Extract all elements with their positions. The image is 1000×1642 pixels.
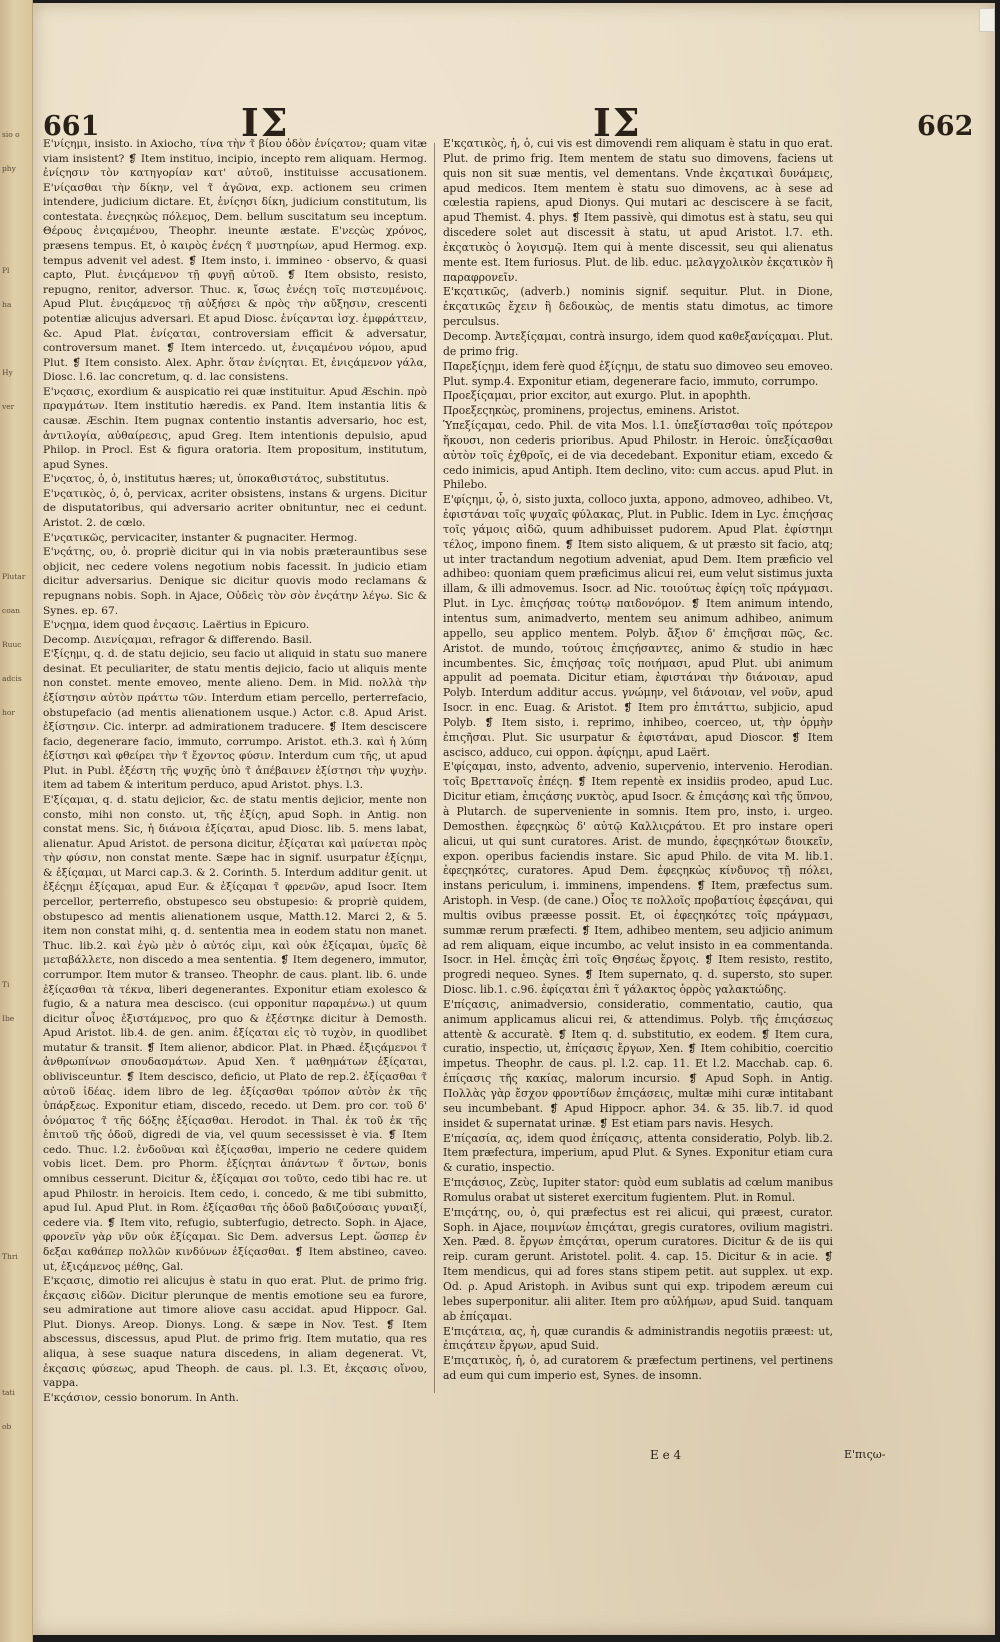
adjacent-page-text-fragment: hor <box>2 708 15 717</box>
dictionary-entry: E'νςάτης, ου, ὁ. propriè dicitur qui in via nobis præterauntibus sese objicit, nec cedere volens negotium nobis facessit. In judicio etiam dicitur adversarius. Denique sic dicitur quovis modo reclamans & repugnans nobis. Soph. in Ajace, Οὐδεὶς τὸν σὸν ἐνςάτην λέγω. Sic & Synes. ep. 67. <box>43 546 427 617</box>
adjacent-page-text-fragment: adcis <box>2 674 22 683</box>
adjacent-page-text-fragment: ha <box>2 300 12 309</box>
dictionary-entry: E'νςατικὸς, ὁ, ὁ, pervicax, acriter obsistens, instans & urgens. Dicitur de disputatoribus, qui adversario acriter obnituntur, nec ei cedunt. Aristot. 2. de cœlo. <box>43 487 427 530</box>
catchword: E'πιςω- <box>844 1448 886 1461</box>
dictionary-entry: E'πιςάτεια, ας, ἡ, quæ curandis & administrandis negotiis præest: ut, ἐπιςάτειν ἔργων, apud Suid. <box>443 1324 833 1353</box>
dictionary-entry: E'πιςάτης, ου, ὁ, qui præfectus est rei alicui, qui præest, curator. Soph. in Ajace, ποιμνίων ἐπιςάται, gregis curatores, ovilium magistri. Xen. Pæd. 8. ἔργων ἐπιςάται, operum curatores. Dicitur & de iis qui reip. curam gerunt. Aristotel. polit. 4. cap. 15. Dicitur & in acie. ❡ Item mendicus, qui ad fores stans stipem petit. aut supplex. ut exp. Od. ρ. Apud Aristoph. in Avibus sunt qui exp. tripodem æreum cui lebes superponitur. alii aliter. Item pro αὐλήμων, apud Suid. tanquam ab ἐπίςαμαι. <box>443 1205 833 1323</box>
adjacent-page-edge <box>0 0 33 1642</box>
dictionary-entry: E'φίςαμαι, insto, advento, advenio, supervenio, intervenio. Herodian. τοῖς Βρεττανοῖς ἐπέςη. ❡ Item repentè ex insidiis prodeo, apud Luc. Dicitur etiam, ἐπιςάσης νυκτὸς, apud Isocr. & ἐπιςάσης καὶ τῆς ὕπνου, à Plutarch. de superveniente in somnis. Item pro, insto, i. urgeo. Demosthen. ἐφεςηκὼς δ' αὐτῷ Καλλιςράτου. Et pro instare operi alicui, ut qui sunt curatores. Arist. de mundo, ἐφεςηκότων διοικεῖν, expon. operibus faciendis instare. Sic apud Philo. de vita M. lib.1. ἐφεςηκότες, curatores. Apud Dem. ἐφεςηκὼς κίνδυνος τῇ πόλει, instans periculum, i. imminens, impendens. ❡ Item, præfectus sum. Aristoph. in Vesp. (de cane.) Οἷος τε πολλοῖς προβατίοις ἐφεςάναι, qui multis ovibus præesse possit. Et, οἱ ἐφεςηκότες τοῖς πράγμασι, summæ rerum præfecti. ❡ Item, adhibeo mentem, seu adjicio animum ad rem aliquam, eique incumbo, ac velut insisto in ea commentanda. Isocr. in Hel. ἐπιςὰς ἐπὶ τοῖς Θησέως ἔργοις. ❡ Item resisto, restito, progredi nequeo. Synes. ❡ Item supernato, q. d. supersto, sto super. Diosc. lib.1. c.96. ἐφίςαται ἐπὶ τ̃ γάλακτος ὀρρὸς γαλακτώδης. <box>443 760 833 997</box>
dictionary-entry: Προεξεςηκὼς, prominens, projectus, eminens. Aristot. <box>443 404 740 418</box>
signature-mark: E e 4 <box>650 1448 682 1462</box>
dictionary-entry: E'νςατικῶς, pervicaciter, instanter & pugnaciter. Hermog. <box>43 531 358 544</box>
dictionary-entry: E'ξίςαμαι, q. d. statu dejicior, &c. de statu mentis dejicior, mente non consto, mihi non consto. ut, τῆς ἐξίςη, apud Soph. in Antig. non constat mens. Sic, ἡ διάνοια ἐξίςαται, apud Diosc. lib. 5. mens labat, alienatur. Apud Aristot. de persona dicitur, ἐξίςαται καὶ μαίνεται πρὸς τὴν φύσιν, non constat mente. Sæpe hac in signif. usurpatur ἐξίςημι, & ἐξίςαμαι, ut Marci cap.3. & 2. Corinth. 5. Interdum additur genit. ut ἐξέςημι ἐξίςαμαι, apud Eur. & ἐξίςαμαι τ̃ φρενῶν, apud Isocr. Item percellor, perterrefio, obstupesco seu obstupesio: & propriè quidem, obstupesco ad mentis alienationem usque, Matth.12. Marci 2, & 5. item non constat mihi, q. d. sententia mea in eodem statu non manet. Thuc. lib.2. καὶ ἐγὼ μὲν ὁ αὐτός εἰμι, καὶ οὐκ ἐξίςαμαι, ὑμεῖς δὲ μεταβάλλετε, non discedo a mea sententia. ❡ Item degenero, immutor, corrumpor. Item mutor & transeo. Theophr. de caus. plant. lib. 6. unde ἐξίςασθαι τὰ τέκνα, liberi degenerantes. Exponitur etiam exolesco & fugio, & a natura mea descisco. (cui opponitur παραμένω.) ut quum dicitur οἶνος ἐξιστάμενος, pro quo & ἐξέστηκε dicitur à Demosth. Apud Aristot. lib.4. de gen. anim. ἐξίςαται εἰς τὸ τυχὸν, in quodlibet mutatur & transit. ❡ Item alienor, abdicor. Plat. in Phæd. ἐξιςάμενοι τ̃ ἀνθρωπίνων σπουδασμάτων. Apud Xen. τ̃ μαθημάτων ἐξίςαται, oblivisceuntur. ❡ Item descisco, deficio, ut Plato de rep.2. ἐξίςασθαι τ̃ αὐτοῦ ἰδέας. idem libro de leg. ἐξίςασθαι τρόπον αὐτὸν ἐκ τῆς ὑπάρξεως. Exponitur etiam, discedo, recedo. ut Dem. pro cor. τοῦ δ' ὀνόματος τ̃ τῆς δόξης ἐξίςασθαι. Herodot. in Thal. ἐκ τοῦ ἐκ τῆς ἐπιτοῦ τῆς ὁδοῦ, digredi de via, vel quum secessisset è via. ❡ Item cedo. Thuc. l.2. ἐνδοῦναι καὶ ἐξίςασθαι, imperio ne cedere quidem vobis licet. Dem. pro Phorm. ἐξίςηται ἁπάντων τ̃ ὄντων, bonis omnibus cesserunt. Dicitur &, ἐξίςαμαι σοι τοῦτο, cedo tibi hac re. ut apud Philostr. in heroicis. Item cedo, i. concedo, & me tibi submitto, apud Iul. Apud Plut. in Rom. ἐξίςασθαι τῆς ὁδοῦ βαδιζούσαις γυναιξί, cedere via. ❡ Item vito, refugio, subterfugio, detrecto. Soph. in Ajace, φρονεῖν γὰρ νῦν οὐκ ἐξίςαμαι. Sic Dem. adversus Lept. ὥσπερ ἐν δεξαι καθάπερ πολλῶν κινδύνων ἐξίςασθαι. ❡ Item abstineo, caveo. ut, ἐξιςάμενος μέθης, Gal. <box>43 794 427 1273</box>
dictionary-entry: E'κςασις, dimotio rei alicujus è statu in quo erat. Plut. de primo frig. ἐκςασις εἰδῶν. Dicitur plerunque de mentis emotione seu ea furore, seu admiratione aut timore aliove casu accidat. apud Hippocr. Gal. Plut. Dionys. Areop. Dionys. Long. & sæpe in Nov. Test. ❡ Item abscessus, discessus, apud Plut. de primo frig. Item mutatio, qua res aliqua, à sese suaque natura discedens, in aliam degenerat. Vt, ἐκςασις φύσεως, apud Theoph. de caus. pl. l.3. Et, ἐκςασις οἴνου, vappa. <box>43 1275 427 1390</box>
adjacent-page-text-fragment: sio o <box>2 130 20 139</box>
dictionary-entry: E'φίςημι, ᾧ, ὁ, sisto juxta, colloco juxta, appono, admoveo, adhibeo. Vt, ἐφιστάναι τοῖς ψυχαῖς φύλακας, Plut. in Public. Idem in Lyc. ἐπιςήσας τοῖς γάμοις αἰδῶ, quum adhibuisset pudorem. Apud Plat. ἐφίστημι τέλος, impono finem. ❡ Item sisto aliquem, & ut præsto sit facio, atq; ut inter tractandum negotium adveniat, apud Dem. Item præficio vel adhibeo: quoniam quem præficimus alicui rei, eum velut sistimus juxta illam, & illi admovemus. Isocr. ad Nic. τοιούτως ἐφίςη τοῖς πράγμασι. Plut. in Lyc. ἐπιςήσας τούτῳ παιδονόμον. ❡ Item animum intendo, intentus sum, animadverto, mentem seu animum adhibeo, animum appello, seu applico mentem. Polyb. ἄξιον δ' ἐπιςῆσαι πῶς, &c. Aristot. de mundo, τούτοις ἐπιςήσαντες, animo & studio in hæc incumbentes. Sic, ἐπιςήσας τοῖς ποιήμασι, apud Plut. ubi animum appulit ad poemata. Dicitur etiam, ἐφιστάναι τὴν διάνοιαν, apud Polyb. Interdum additur accus. γνώμην, vel διάνοιαν, vel νοῦν, apud Isocr. in enc. Euag. & Aristot. ❡ Item pro ἐπιτάττω, subjicio, apud Polyb. ❡ Item sisto, i. reprimo, inhibeo, coerceo, ut, τὴν ὁρμὴν ἐπιςῆσαι. Plut. Sic usurpatur & ἐφιστάναι, apud Dioscor. ❡ Item ascisco, adduco, cui oppon. ἀφίςημι, apud Laërt. <box>443 493 833 759</box>
left-column <box>43 137 427 1405</box>
dictionary-entry: Προεξίςαμαι, prior excitor, aut exurgo. Plut. in apophth. <box>443 389 752 403</box>
dictionary-entry: E'νςατος, ὁ, ὁ, institutus hæres; ut, ὑποκαθιστάτος, substitutus. <box>43 473 390 486</box>
adjacent-page-text-fragment: ver <box>2 402 15 411</box>
adjacent-page-text-fragment: Hy <box>2 368 13 377</box>
dictionary-entry: Decomp. Διενίςαμαι, refragor & differendo. Basil. <box>43 633 313 646</box>
adjacent-page-text-fragment: tati <box>2 1388 15 1397</box>
adjacent-page-text-fragment: ob <box>2 1422 12 1431</box>
dictionary-entry: E'νςασις, exordium & auspicatio rei quæ instituitur. Apud Æschin. πρὸ πραγμάτων. Item institutio hæredis. ex Pand. Item instantia litis & causæ. Æschin. Item pugnax contentio instantis adversario, hoc est, ἀντιλογία, αὐθαίρεσις, apud Greg. Item intentionis depulsio, apud Philop. in Procl. Est & figura oratoria. Item propositum, institutum, apud Synes. <box>43 385 427 471</box>
adjacent-page-text-fragment: Ibe <box>2 1014 15 1023</box>
right-column <box>443 137 833 1384</box>
adjacent-page-text-fragment: coan <box>2 606 21 615</box>
dictionary-entry: E'πίςασις, animadversio, consideratio, commentatio, cautio, qua animum applicamus alicui rei, & attendimus. Polyb. τῆς ἐπιςάσεως attentè & accuratè. ❡ Item q. d. substitutio, ex eodem. ❡ Item cura, curatio, inspectio, ut, ἐπίςασις ἔργων, Xen. ❡ Item cohibitio, coercitio impetus. Theophr. de caus. pl. l.2. cap. 11. Et l.2. Macchab. cap. 6. ἐπίςασις τῆς κακίας, malorum incursio. ❡ Apud Soph. in Antig. Πολλὰς γὰρ ἔσχον φροντίδων ἐπιςάσεις, multæ mihi curæ intitabant seu incumbebant. ❡ Apud Hippocr. aphor. 34. & 35. lib.7. id quod insidet & supernatat urinæ. ❡ Est etiam pars navis. Hesych. <box>443 997 833 1130</box>
page-clip <box>979 8 995 32</box>
adjacent-page-text-fragment: Plutar <box>2 572 26 581</box>
dictionary-entry: Decomp. Ἀντεξίςαμαι, contrà insurgo, idem quod καθεξανίςαμαι. Plut. de primo frig. <box>443 329 833 358</box>
dictionary-page <box>33 3 995 1635</box>
column-divider <box>434 143 435 1393</box>
running-head-right: IΣ <box>593 100 642 145</box>
page-number-right: 662 <box>917 111 974 142</box>
dictionary-entry: E'νίςημι, insisto. in Axiocho, τίνα τὴν τ̃ βίου ὁδὸν ἐνίςατον; quam vitæ viam insistent? ❡ Item instituo, incipio, incepto rem aliquam. Hermog. ἐνίςησιν τὸν κατηγορίαν κατ' αὐτοῦ, instituisse accusationem. E'νίςασθαι τὴν δίκην, vel τ̃ ἀγῶνα, exp. actionem seu crimen intendere, judicium dictare. Et, ἐνίςησι δίκη, judicium constitutum, lis contestata. ἐνεςηκὼς πόλεμος, Dem. bellum suscitatum seu inceptum. Θέρους ἐνιςαμένου, Theophr. ineunte æstate. E'νεςὼς χρόνος, præsens tempus. Et, ὁ καιρὸς ἐνέςη τ̃ μυστηρίων, apud Hermog. exp. tempus advenit vel adest. ❡ Item insto, i. immineo · observo, & quasi capto, Plut. ἐνιςάμενον τῇ φυγῇ αὐτοῦ. ❡ Item obsisto, resisto, repugno, renitor, adversor. Thuc. κ, ἴσως ἐνέςη τοῖς πιστευμένοις. Apud Plut. ἐνιςάμενος τῇ αὐξήσει & πρὸς τὴν αὔξησιν, crescenti potentiæ alicujus adversari. Et apud Diosc. ἐνίςανται ἰσχ. ἐμφράττειν, &c. Apud Plat. ἐνίςαται, controversiam efficit & adversatur, controversum manet. ❡ Item intercedo. ut, ἐνιςαμένου νόμου, apud Plut. ❡ Item consisto. Alex. Aphr. ὅταν ἐνίςηται. Et, ἐνιςάμενον γάλα, Diosc. l.6. lac concretum, q. d. lac consistens. <box>43 138 427 384</box>
page-number-left: 661 <box>43 111 100 142</box>
dictionary-entry: E'ξίςημι, q. d. de statu dejicio, seu facio ut aliquid in statu suo manere desinat. Et peculiariter, de statu mentis dejicio, facio ut aliquis mente non constet. mente emoveo, mente alieno. Dem. in Mid. πολλὰ τὴν ἐξίστησιν αὐτὸν πράττω τῶν. Interdum etiam percello, perterrefacio, obstupefacio (ad mentis alienationem usque.) Actor. c.8. Apud Arist. ἐξίστησιν. Cic. interpr. ad admirationem traducere. ❡ Item desciscere facio, degenerare facio, immuto, corrumpo. Aristot. eth.3. καὶ ἡ λύπη ἐξίστησι καὶ φθείρει τὴν τ̃ ἔχοντος φύσιν. Interdum cum τῆς, ut apud Plut. in Publ. ἐξέστη τῆς ψυχῆς ὑπὸ τ̃ ἀπέβαινεν ἐξίστησι τὴν ψυχὴν. item ad tabem & interitum perduco, apud Aristot. phys. l.3. <box>43 648 427 792</box>
dictionary-entry: E'κςάσιον, cessio bonorum. In Anth. <box>43 1391 239 1404</box>
dictionary-entry: E'κςατικὸς, ἡ, ὁ, cui vis est dimovendi rem aliquam è statu in quo erat. Plut. de primo frig. Item mentem de statu suo dimovens, faciens ut quis non sit suæ mentis, vel dementans. Vnde ἐκςατικαὶ δυνάμεις, apud medicos. Item mentem è statu suo dimovens, ac à sese ad cœlestia rapiens, apud Dionys. Qui mutari ac desciscere à se facit, apud Themist. 4. phys. ❡ Item passivè, qui dimotus est à statu, seu qui discedere solet aut discessit à statu, ut apud Aristot. l.7. eth. ἐκςατικὸς ὁ λογισμῷ. Item qui à mente discessit, seu qui alienatus mente est. Item furiosus. Plut. de lib. educ. μελαγχολικὸν ἐκςατικὸν ἢ παραφρονεῖν. <box>443 137 833 284</box>
dictionary-entry: Παρεξίςημι, idem ferè quod ἐξίςημι, de statu suo dimoveo seu emoveo. Plut. symp.4. Exponitur etiam, degenerare facio, immuto, corrumpo. <box>443 359 833 388</box>
adjacent-page-text-fragment: phy <box>2 164 16 173</box>
dictionary-entry: E'πίςασία, ας, idem quod ἐπίςασις, attenta consideratio, Polyb. lib.2. Item præfectura, imperium, apud Plut. & Synes. Exponitur etiam cura & curatio, inspectio. <box>443 1131 833 1175</box>
dictionary-entry: E'πιςάσιος, Ζεὺς, Iupiter stator: quòd eum sublatis ad cœlum manibus Romulus orabat ut sisteret exercitum fugientem. Plut. in Romul. <box>443 1176 833 1204</box>
adjacent-page-text-fragment: Pl <box>2 266 10 275</box>
adjacent-page-text-fragment: Thri <box>2 1252 18 1261</box>
running-head-left: IΣ <box>241 100 290 145</box>
dictionary-entry: E'κςατικῶς, (adverb.) nominis signif. sequitur. Plut. in Dione, ἐκςατικῶς ἔχειν ἢ δεδοικὼς, de mentis statu dimotus, ac timore perculsus. <box>443 285 833 329</box>
adjacent-page-text-fragment: Ti <box>2 980 10 989</box>
dictionary-entry: E'πιςατικὸς, ἡ, ὁ, ad curatorem & præfectum pertinens, vel pertinens ad eum qui cum imperio est, Synes. de insomn. <box>443 1354 833 1383</box>
dictionary-entry: E'νςημα, idem quod ἐνςασις. Laërtius in Epicuro. <box>43 619 310 632</box>
adjacent-page-text-fragment: Ruuc <box>2 640 22 649</box>
dictionary-entry: Ὑπεξίςαμαι, cedo. Phil. de vita Mos. l.1. ὑπεξίστασθαι τοῖς πρότερον ἥκουσι, non cederis prioribus. Apud Philostr. in Heroic. ὑπεξίςασθαι αὐτὸν τοῖς ἐχθροῖς, ei de via decedebant. Exponitur etiam, excedo & cedo inimicis, apud Antiph. Item declino, vito: cum accus. apud Plut. in Philebo. <box>443 419 833 492</box>
